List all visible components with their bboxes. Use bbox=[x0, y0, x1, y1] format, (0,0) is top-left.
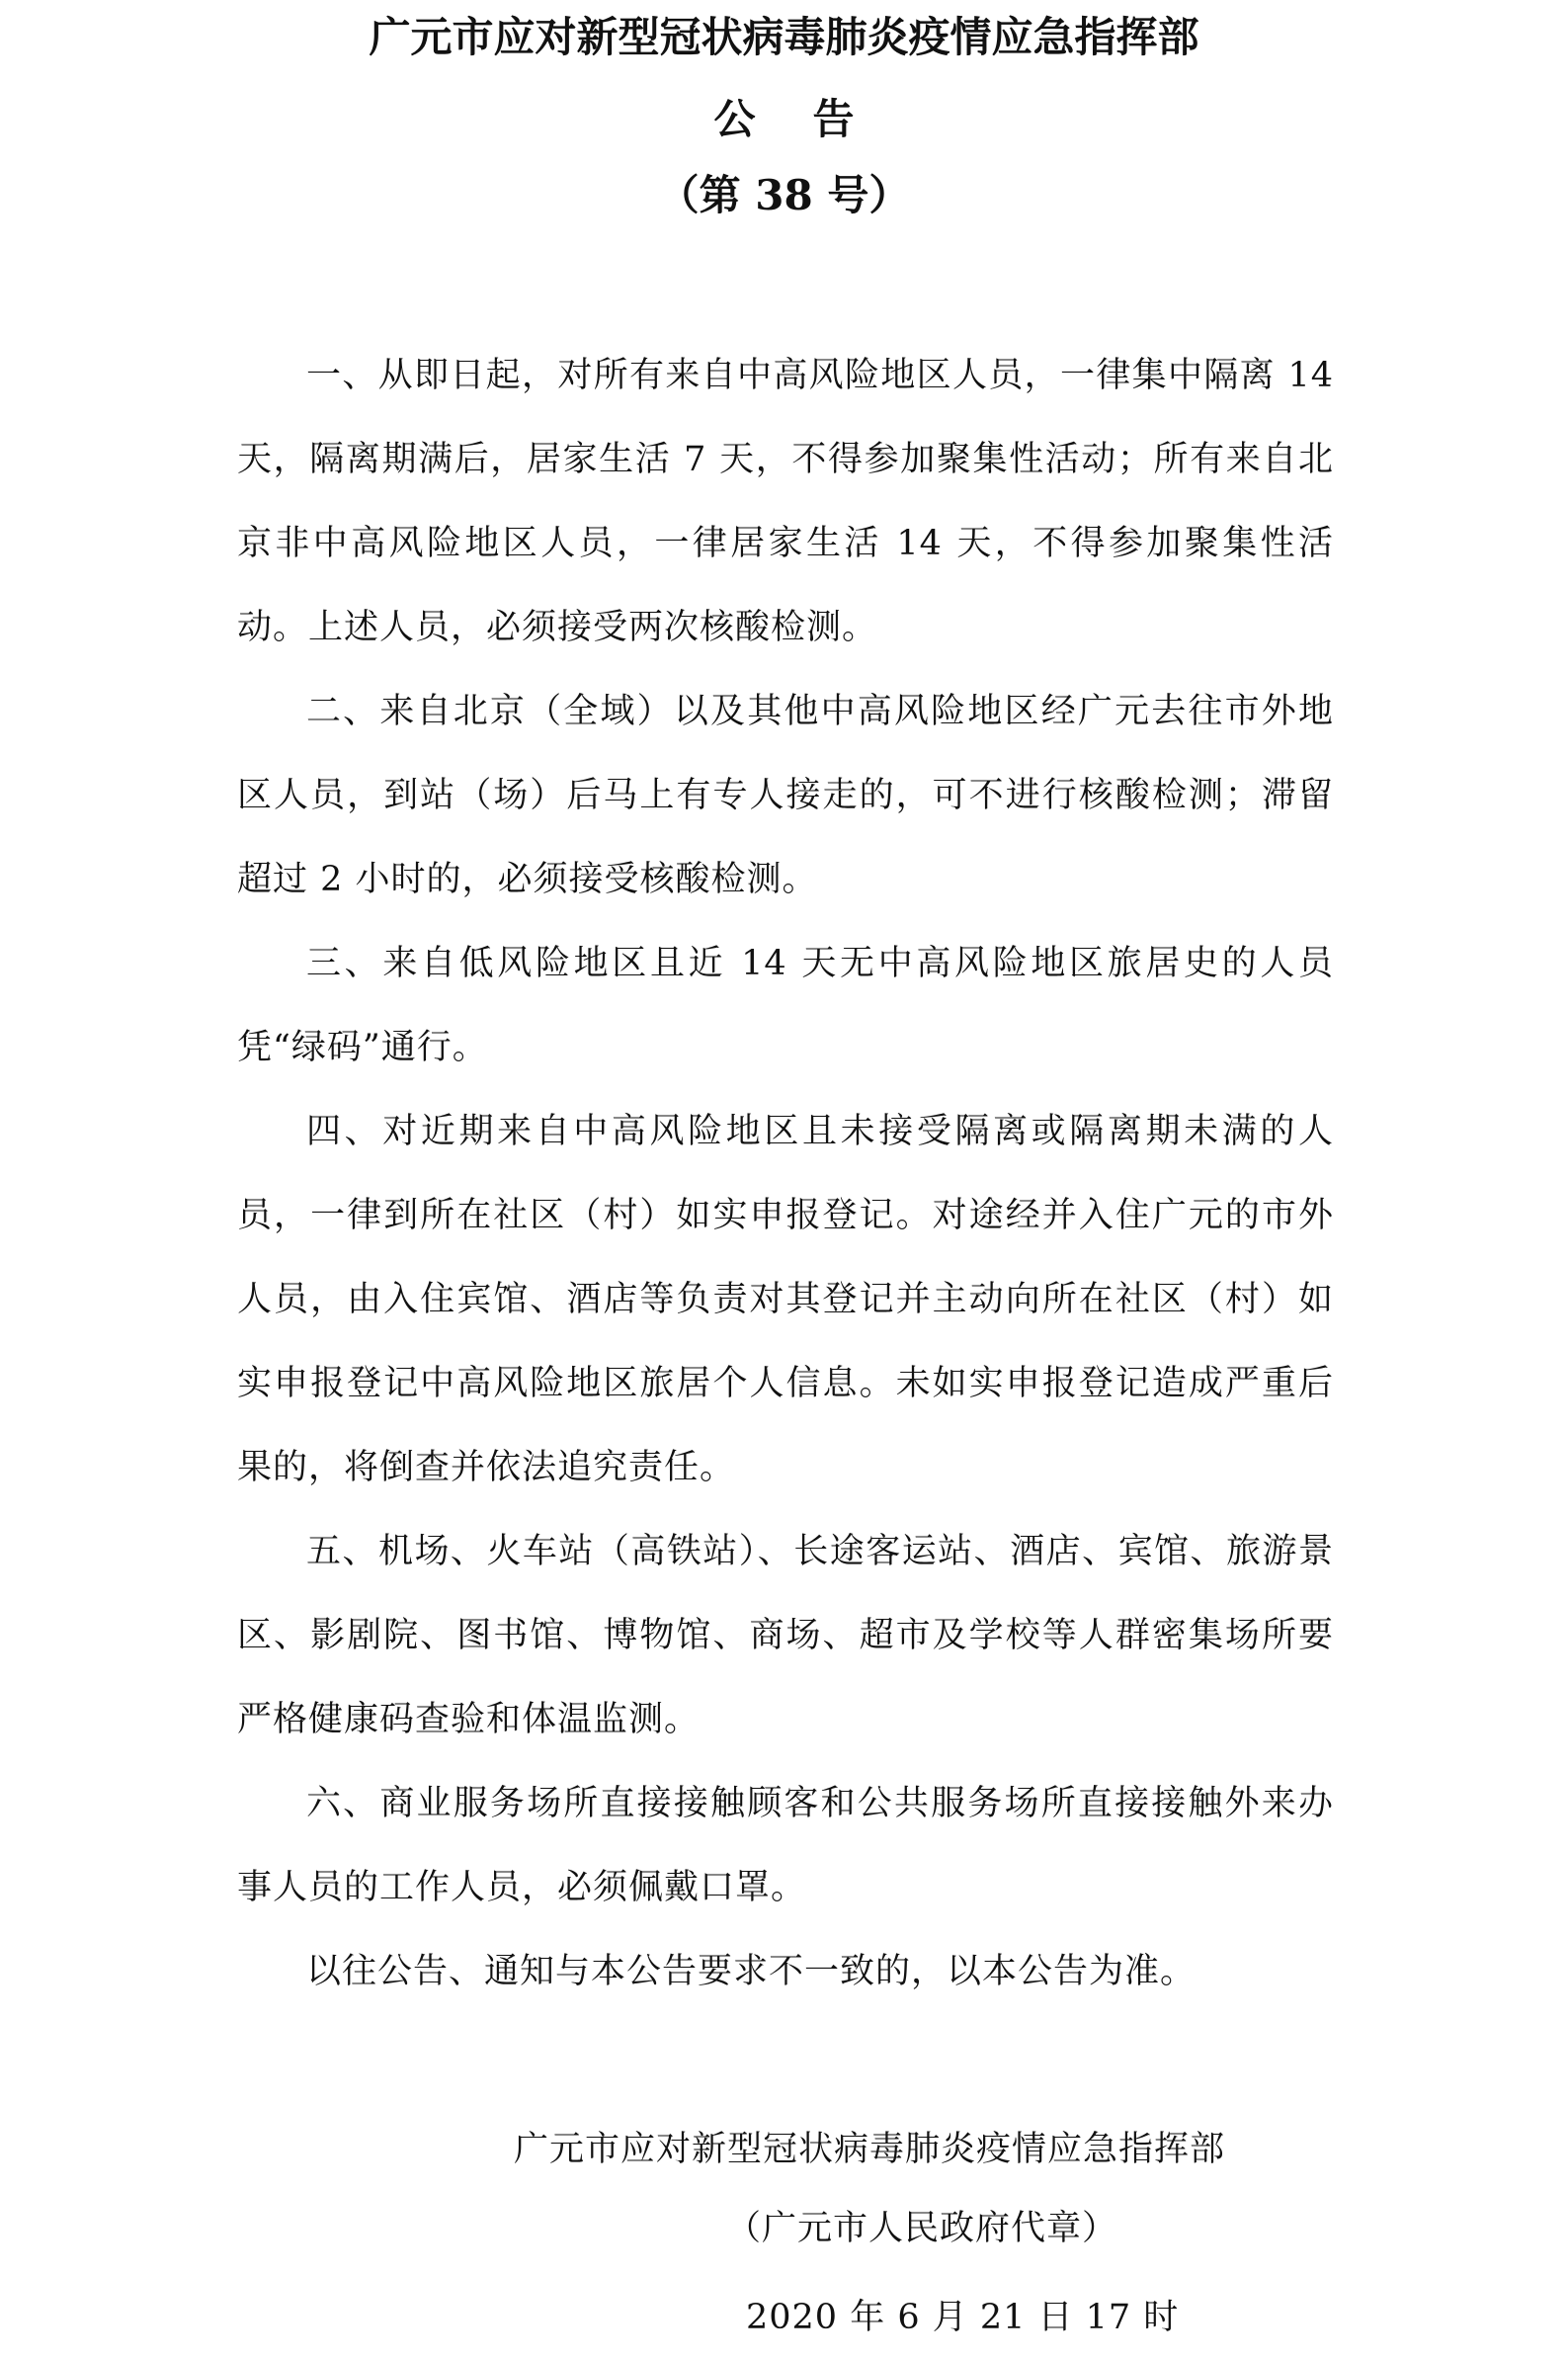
signature-org: 广元市应对新型冠状病毒肺炎疫情应急指挥部 bbox=[514, 2130, 1226, 2169]
paragraph-6: 六、商业服务场所直接接触顾客和公共服务场所直接接触外来办事人员的工作人员，必须佩戴口罩。 bbox=[237, 1784, 1334, 1907]
paragraph-closing: 以往公告、通知与本公告要求不一致的，以本公告为准。 bbox=[306, 1952, 1197, 1991]
document-title-org: 广元市应对新型冠状病毒肺炎疫情应急指挥部 bbox=[369, 13, 1199, 61]
document-body bbox=[237, 334, 1334, 2014]
signature-date: 2020 年 6 月 21 日 17 时 bbox=[746, 2298, 1180, 2337]
document-title-type: 公告 bbox=[713, 95, 912, 143]
paragraph-3: 三、来自低风险地区且近 14 天无中高风险地区旅居史的人员凭“绿码”通行。 bbox=[237, 944, 1334, 1067]
paragraph-4: 四、对近期来自中高风险地区且未接受隔离或隔离期未满的人员，一律到所在社区（村）如实申报登记。对途经并入住广元的市外人员，由入住宾馆、酒店等负责对其登记并主动向所在社区（村）如实申报登记中高风险地区旅居个人信息。未如实申报登记造成严重后果的，将倒查并依法追究责任。 bbox=[237, 1112, 1334, 1487]
paragraph-1: 一、从即日起，对所有来自中高风险地区人员，一律集中隔离 14 天，隔离期满后，居家生活 7 天，不得参加聚集性活动；所有来自北京非中高风险地区人员，一律居家生活 14 天，不得参加聚集性活动。上述人员，必须接受两次核酸检测。 bbox=[237, 356, 1334, 647]
paragraph-5: 五、机场、火车站（高铁站）、长途客运站、酒店、宾馆、旅游景区、影剧院、图书馆、博物馆、商场、超市及学校等人群密集场所要严格健康码查验和体温监测。 bbox=[237, 1532, 1334, 1739]
document-number: （第 38 号） bbox=[657, 171, 911, 219]
paragraph-2: 二、来自北京（全域）以及其他中高风险地区经广元去往市外地区人员，到站（场）后马上有专人接走的，可不进行核酸检测；滞留超过 2 小时的，必须接受核酸检测。 bbox=[237, 692, 1334, 899]
signature-seal-note: （广元市人民政府代章） bbox=[726, 2209, 1118, 2248]
